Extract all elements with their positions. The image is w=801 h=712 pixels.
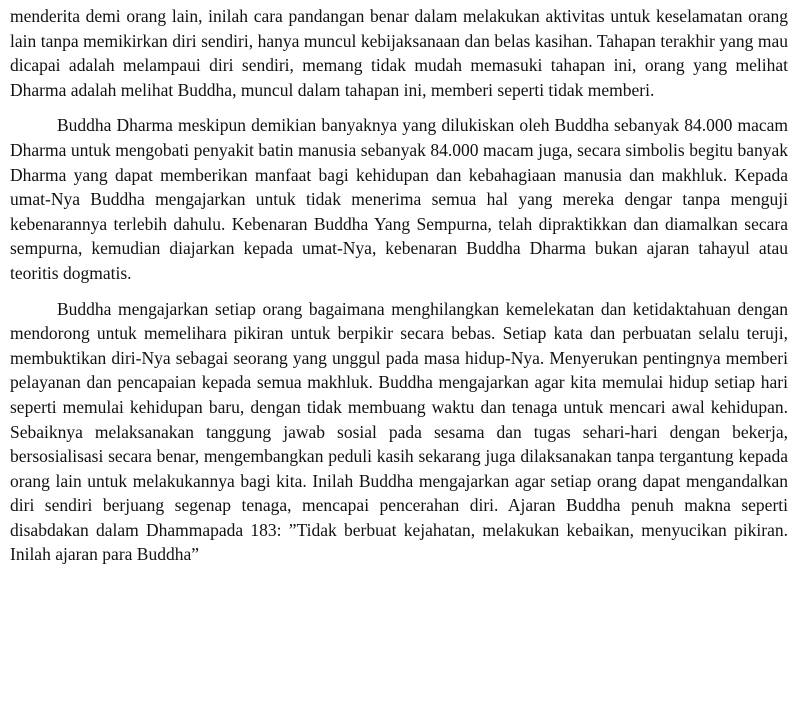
paragraph-buddha-teaching: Buddha mengajarkan setiap orang bagaimana menghilangkan kemelekatan dan ketidaktahuan dengan mendorong untuk memelihara pikiran untuk berpikir secara bebas. Setiap kata dan perbuatan selalu teruji, membuktikan diri-Nya sebagai seorang yang unggul pada masa hidup-Nya. Menyerukan pentingnya memberi pelayanan dan pencapaian kepada semua makhluk. Buddha mengajarkan agar kita memulai hidup setiap hari seperti memulai kehidupan baru, dengan tidak membuang waktu dan tenaga untuk mencari awal kehidupan. Sebaiknya melaksanakan tanggung jawab sosial pada sesama dan tugas sehari-hari dengan bekerja, bersosialisasi secara benar, mengembangkan peduli kasih sekarang juga dilaksanakan tanpa tergantung kepada orang lain untuk melakukannya bagi kita. Inilah Buddha mengajarkan agar setiap orang dapat mengandalkan diri sendiri berjuang segenap tenaga, mencapai pencerahan diri. Ajaran Buddha penuh makna seperti disabdakan dalam Dhammapada 183: ”Tidak berbuat kejahatan, melakukan kebaikan, menyucikan pikiran. Inilah ajaran para Buddha” (10, 298, 788, 565)
paragraph-continuation: menderita demi orang lain, inilah cara pandangan benar dalam melakukan aktivitas untuk keselamatan orang lain tanpa memikirkan diri sendiri, hanya muncul kebijaksanaan dan belas kasihan. Tahapan terakhir yang mau dicapai adalah melampaui diri sendiri, memang tidak mudah memasuki tahapan ini, orang yang melihat Dharma adalah melihat Buddha, muncul dalam tahapan ini, memberi seperti tidak memberi. (10, 6, 788, 100)
paragraph-buddha-dharma: Buddha Dharma meskipun demikian banyaknya yang dilukiskan oleh Buddha sebanyak 84.000 macam Dharma untuk mengobati penyakit batin manusia sebanyak 84.000 macam juga, secara simbolis begitu banyak Dharma yang dapat memberikan manfaat bagi kehidupan dan kebahagiaan manusia dan makhluk. Kepada umat-Nya Buddha mengajarkan untuk tidak menerima semua hal yang mereka dengar tanpa menguji kebenarannya terlebih dahulu. Kebenaran Buddha Yang Sempurna, telah dipraktikkan dan diamalkan secara sempurna, kemudian diajarkan kepada umat-Nya, kebenaran Buddha Dharma bukan ajaran tahayul atau teoritis dogmatis. (10, 115, 788, 283)
